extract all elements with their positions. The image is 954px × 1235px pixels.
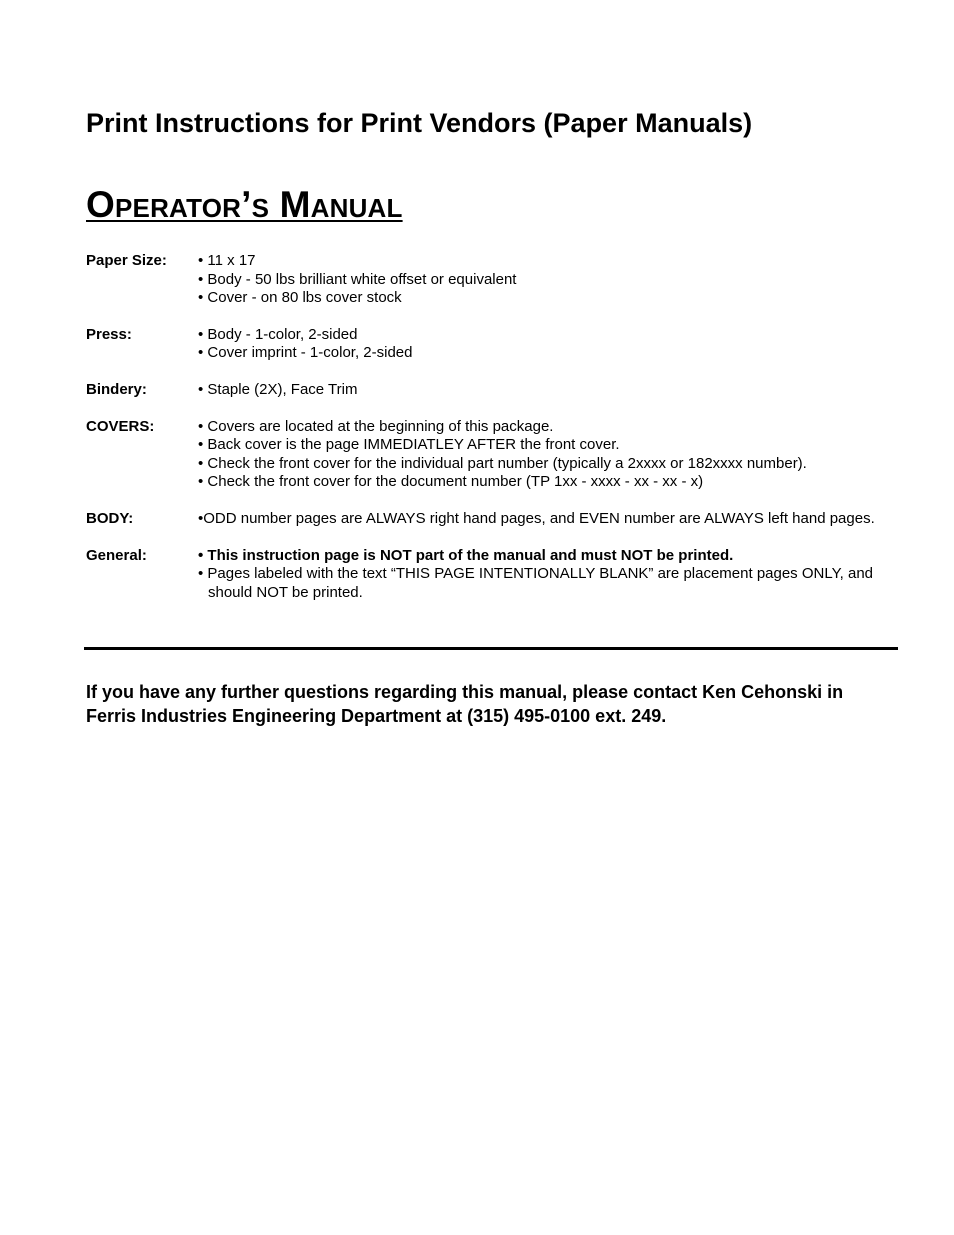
spec-label: Press: — [86, 325, 132, 343]
spec-row — [86, 252, 898, 308]
spec-item-list — [198, 510, 898, 529]
spec-item: • Cover - on 80 lbs cover stock — [198, 289, 402, 307]
spec-item: • Pages labeled with the text “THIS PAGE INTENTIONALLY BLANK” are placement pages ONLY, and should NOT be printed. — [198, 565, 874, 601]
contact-note: If you have any further questions regarding this manual, please contact Ken Cehonski in Ferris Industries Engineering Department at (315) 495-0100 ext. 249. — [86, 682, 844, 726]
spec-item: • Check the front cover for the document number (TP 1xx - xxxx - xx - xx - x) — [198, 473, 704, 491]
spec-row — [86, 510, 898, 529]
spec-item: • Cover imprint - 1-color, 2-sided — [198, 344, 413, 362]
spec-item-list — [198, 252, 898, 308]
spec-row — [86, 547, 898, 603]
spec-item-list — [198, 326, 898, 363]
spec-label: COVERS: — [86, 417, 155, 435]
spec-item: • Staple (2X), Face Trim — [198, 380, 358, 398]
spec-row — [86, 381, 898, 400]
spec-item: • This instruction page is NOT part of the manual and must NOT be printed. — [198, 546, 734, 564]
document-title: Print Instructions for Print Vendors (Paper Manuals) — [86, 108, 753, 138]
manual-heading: Operator’s Manual — [86, 184, 403, 225]
spec-item: • Back cover is the page IMMEDIATLEY AFTER the front cover. — [198, 436, 620, 454]
spec-label: General: — [86, 546, 147, 564]
spec-item: • Body - 1-color, 2-sided — [198, 325, 358, 343]
spec-label: Paper Size: — [86, 252, 167, 269]
spec-item: • 11 x 17 — [198, 252, 256, 269]
spec-item-list — [198, 547, 898, 603]
section-divider — [84, 647, 898, 650]
spec-row — [86, 418, 898, 492]
spec-item-list — [198, 381, 898, 400]
spec-item: • Covers are located at the beginning of this package. — [198, 417, 554, 435]
spec-label: BODY: — [86, 509, 134, 527]
spec-item: • Check the front cover for the individual part number (typically a 2xxxx or 182xxxx number). — [198, 454, 807, 472]
spec-item: • Body - 50 lbs brilliant white offset or equivalent — [198, 270, 517, 288]
print-spec-table — [86, 252, 898, 620]
spec-row — [86, 326, 898, 363]
spec-item-list — [198, 418, 898, 492]
spec-item: •ODD number pages are ALWAYS right hand pages, and EVEN number are ALWAYS left hand pages. — [198, 509, 875, 527]
spec-label: Bindery: — [86, 380, 147, 398]
